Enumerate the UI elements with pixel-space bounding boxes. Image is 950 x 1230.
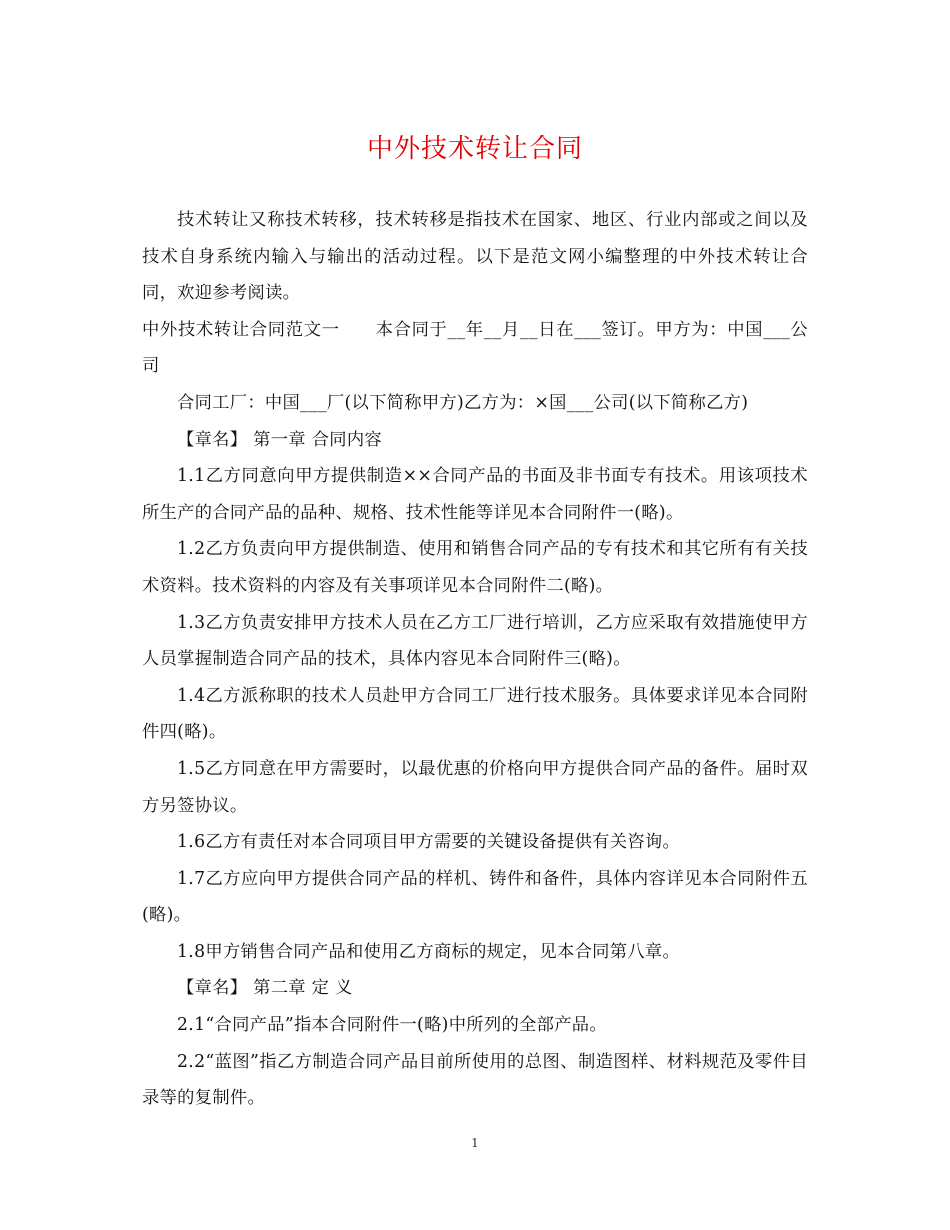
document-title: 中外技术转让合同 <box>366 134 583 164</box>
parties-paragraph: 合同工厂：中国___厂(以下简称甲方)乙方为：×国___公司(以下简称乙方) <box>177 392 749 413</box>
page-number: 1 <box>471 1136 479 1150</box>
clause-paragraph: 1.1乙方同意向甲方提供制造××合同产品的书面及非书面专有技术。用该项技术所生产的合同产品的品种、规格、技术性能等详见本合同附件一(略)。 <box>142 466 808 523</box>
definition-paragraph: 2.2“蓝图”指乙方制造合同产品目前所使用的总图、制造图样、材料规范及零件目录等的复制件。 <box>142 1051 808 1109</box>
clause-paragraph: 1.3乙方负责安排甲方技术人员在乙方工厂进行培训，乙方应采取有效措施使甲方人员掌握制造合同产品的技术，具体内容见本合同附件三(略)。 <box>142 612 808 670</box>
clause-paragraph: 1.5乙方同意在甲方需要时，以最优惠的价格向甲方提供合同产品的备件。届时双方另签协议。 <box>142 758 808 816</box>
clause-paragraph: 1.8甲方销售合同产品和使用乙方商标的规定，见本合同第八章。 <box>177 941 681 962</box>
intro-paragraph: 技术转让又称技术转移，技术转移是指技术在国家、地区、行业内部或之间以及技术自身系统内输入与输出的活动过程。以下是范文网小编整理的中外技术转让合同，欢迎参考阅读。 <box>142 210 808 304</box>
chapter-heading: 【章名】 第二章 定 义 <box>177 978 353 999</box>
document-body <box>142 202 808 1117</box>
chapter-heading: 【章名】 第一章 合同内容 <box>177 429 382 450</box>
clause-paragraph: 1.4乙方派称职的技术人员赴甲方合同工厂进行技术服务。具体要求详见本合同附件四(略)。 <box>142 685 808 743</box>
clause-paragraph: 1.2乙方负责向甲方提供制造、使用和销售合同产品的专有技术和其它所有有关技术资料。技术资料的内容及有关事项详见本合同附件二(略)。 <box>142 539 808 596</box>
sample-heading-paragraph: 中外技术转让合同范文一 本合同于__年__月__日在___签订。甲方为：中国___公司 <box>142 319 808 377</box>
clause-paragraph: 1.6乙方有责任对本合同项目甲方需要的关键设备提供有关咨询。 <box>177 832 681 853</box>
clause-paragraph: 1.7乙方应向甲方提供合同产品的样机、铸件和备件，具体内容详见本合同附件五(略)。 <box>142 868 808 926</box>
definition-paragraph: 2.1“合同产品”指本合同附件一(略)中所列的全部产品。 <box>177 1015 607 1036</box>
